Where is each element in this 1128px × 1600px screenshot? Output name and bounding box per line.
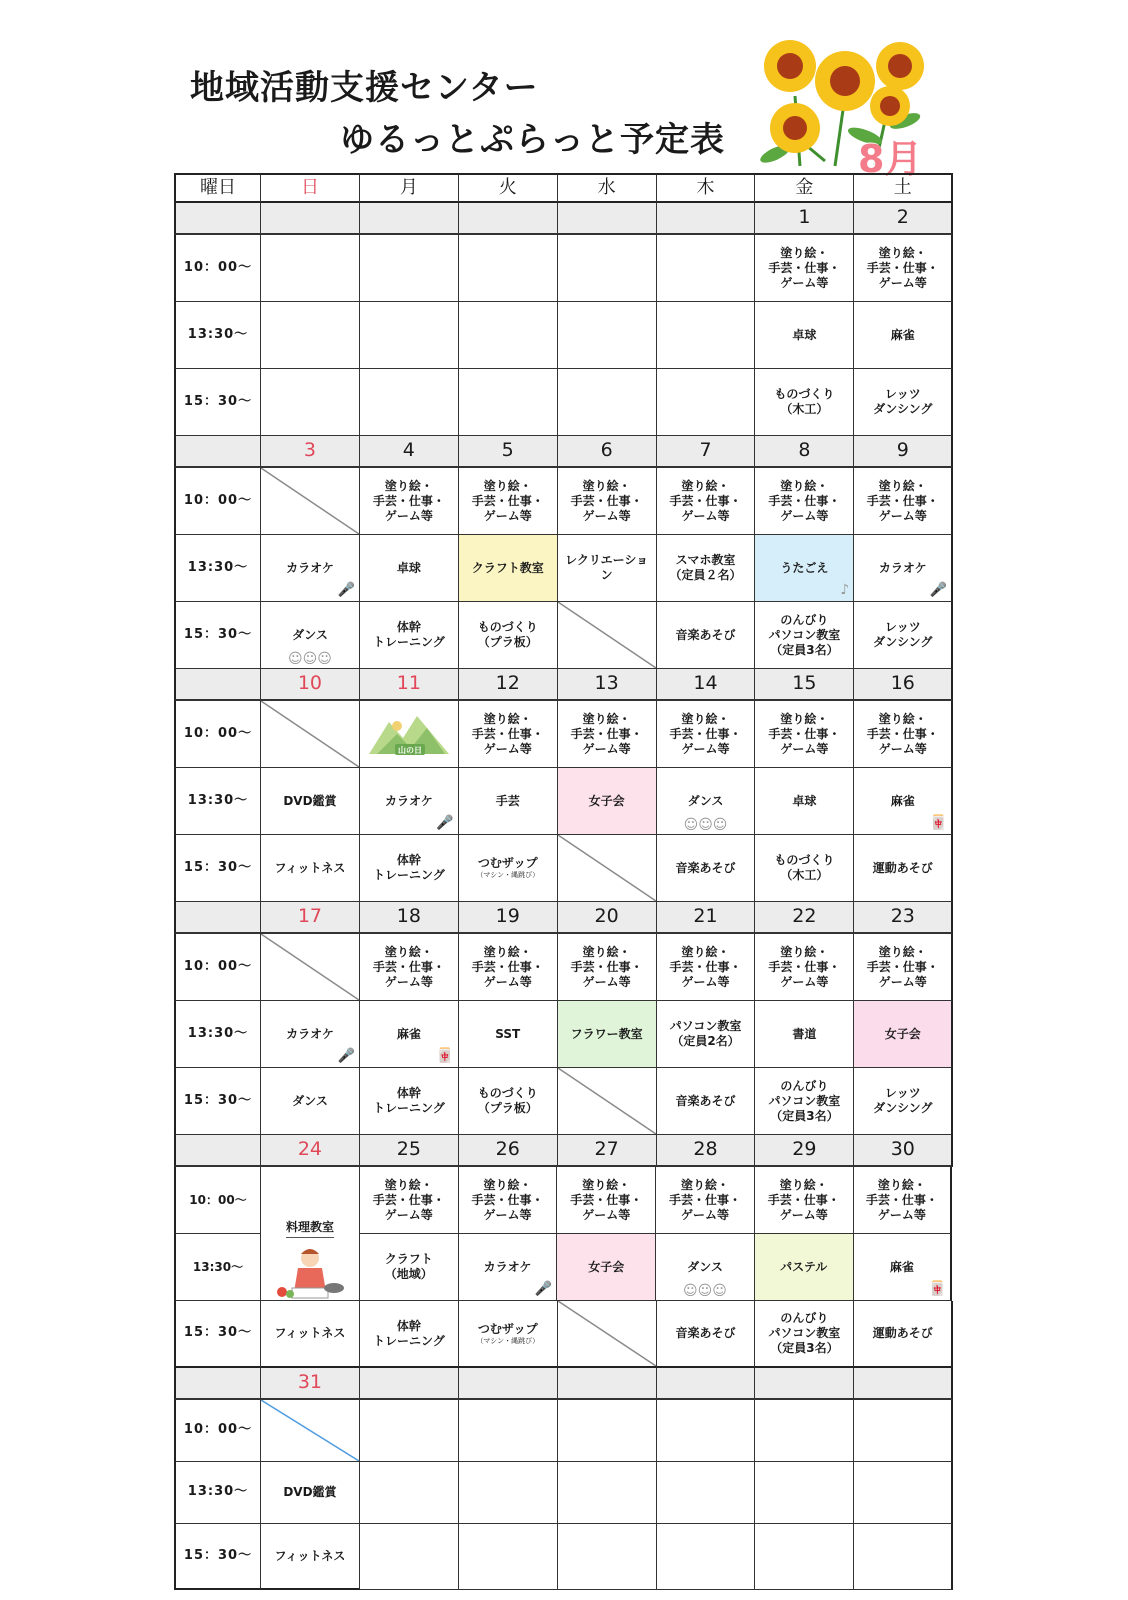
date-cell: 27 bbox=[558, 1135, 657, 1167]
empty-cell bbox=[755, 1400, 854, 1462]
time-label: 15：30～ bbox=[174, 1068, 261, 1135]
activity-cell: 塗り絵・ 手芸・仕事・ ゲーム等 bbox=[360, 934, 459, 1001]
activity-cell: クラフト教室 bbox=[459, 535, 558, 602]
activity-cell: フィットネス bbox=[261, 1524, 360, 1590]
header-tuesday: 火 bbox=[459, 173, 558, 203]
date-cell: 26 bbox=[459, 1135, 558, 1167]
empty-cell bbox=[360, 1400, 459, 1462]
time-row-1530 bbox=[174, 1068, 954, 1135]
activity-cell: 卓球 bbox=[360, 535, 459, 602]
activity-cell: レッツ ダンシング bbox=[854, 369, 953, 436]
time-label: 15：30～ bbox=[174, 369, 261, 436]
time-row-1330 bbox=[174, 302, 954, 369]
activity-cell: 塗り絵・ 手芸・仕事・ ゲーム等 bbox=[755, 468, 854, 535]
empty-cell bbox=[459, 1524, 558, 1590]
time-label: 10：00～ bbox=[174, 468, 261, 535]
date-cell: 22 bbox=[755, 902, 854, 934]
activity-cell bbox=[261, 602, 360, 669]
empty-date-cell bbox=[854, 1368, 953, 1400]
activity-cell bbox=[360, 768, 459, 835]
activity-cell: レクリエーショ ン bbox=[558, 535, 657, 602]
activity-cell bbox=[261, 535, 360, 602]
time-row-1330 bbox=[174, 768, 954, 835]
date-cell: 31 bbox=[261, 1368, 360, 1400]
activity-cell bbox=[360, 302, 459, 369]
empty-cell bbox=[657, 1462, 756, 1524]
microphone-icon: 🎤 bbox=[337, 1047, 355, 1064]
time-label: 15：30～ bbox=[174, 602, 261, 669]
activity-cell: 塗り絵・ 手芸・仕事・ ゲーム等 bbox=[854, 1167, 953, 1234]
date-cell: 4 bbox=[360, 436, 459, 468]
time-label: 13:30～ bbox=[174, 768, 261, 835]
activity-cell: レッツ ダンシング bbox=[854, 1068, 953, 1135]
activity-cell bbox=[261, 1001, 360, 1068]
activity-cell: 塗り絵・ 手芸・仕事・ ゲーム等 bbox=[558, 468, 657, 535]
activity-text: カラオケ bbox=[878, 560, 927, 575]
closed-cell bbox=[558, 602, 657, 669]
time-row-1530 bbox=[174, 602, 954, 669]
date-cell bbox=[261, 203, 360, 235]
date-cell: 24 bbox=[261, 1135, 360, 1167]
activity-cell: 塗り絵・ 手芸・仕事・ ゲーム等 bbox=[360, 468, 459, 535]
activity-cell bbox=[854, 535, 953, 602]
empty-cell bbox=[854, 1524, 953, 1590]
time-row-1330 bbox=[174, 1462, 954, 1524]
activity-text: ダンス bbox=[687, 1259, 723, 1274]
date-row bbox=[174, 1368, 954, 1400]
date-row bbox=[174, 902, 954, 934]
cooking-illustration bbox=[270, 1244, 350, 1300]
date-label bbox=[174, 436, 261, 468]
activity-cell: 書道 bbox=[755, 1001, 854, 1068]
activity-text: 麻雀 bbox=[396, 1026, 421, 1041]
activity-cell: フィットネス bbox=[261, 1301, 360, 1368]
activity-cell: 体幹 トレーニング bbox=[360, 835, 459, 902]
activity-cell bbox=[657, 302, 756, 369]
dancers-icon: ☺☺☺ bbox=[683, 1282, 727, 1299]
activity-text: つむザップ bbox=[477, 856, 538, 871]
schedule-title: ゆるっとぷらっと予定表 bbox=[340, 120, 725, 160]
activity-cell: 卓球 bbox=[755, 768, 854, 835]
activity-cell: 音楽あそび bbox=[657, 1068, 756, 1135]
activity-cell bbox=[558, 369, 657, 436]
activity-cell: 塗り絵・ 手芸・仕事・ ゲーム等 bbox=[755, 701, 854, 768]
activity-cell: 塗り絵・ 手芸・仕事・ ゲーム等 bbox=[657, 934, 756, 1001]
month-label: 8月 bbox=[858, 137, 923, 181]
date-cell: 29 bbox=[755, 1135, 854, 1167]
mountain-day-illustration bbox=[367, 708, 451, 760]
activity-text: うたごえ bbox=[780, 560, 829, 575]
date-cell: 19 bbox=[459, 902, 558, 934]
empty-cell bbox=[459, 1462, 558, 1524]
date-cell: 28 bbox=[657, 1135, 756, 1167]
time-label: 10：00～ bbox=[174, 701, 261, 768]
date-label bbox=[174, 203, 261, 235]
activity-cell: フラワー教室 bbox=[558, 1001, 657, 1068]
time-row-1000 bbox=[174, 468, 954, 535]
header-friday: 金 bbox=[755, 173, 854, 203]
time-label: 15：30～ bbox=[174, 1524, 261, 1590]
empty-date-cell bbox=[657, 1368, 756, 1400]
empty-cell bbox=[558, 1524, 657, 1590]
time-label: 10：00～ bbox=[174, 235, 261, 302]
activity-cell: 塗り絵・ 手芸・仕事・ ゲーム等 bbox=[459, 934, 558, 1001]
activity-text: カラオケ bbox=[483, 1259, 532, 1274]
mahjong-icon: 🀄 bbox=[436, 1047, 454, 1064]
activity-cell: 体幹 トレーニング bbox=[360, 602, 459, 669]
activity-cell: 手芸 bbox=[459, 768, 558, 835]
empty-date-cell bbox=[755, 1368, 854, 1400]
time-label: 13:30～ bbox=[174, 535, 261, 602]
date-cell: 20 bbox=[558, 902, 657, 934]
microphone-icon: 🎤 bbox=[436, 814, 454, 831]
date-cell: 16 bbox=[854, 669, 953, 701]
activity-text: 麻雀 bbox=[890, 793, 915, 808]
time-label: 15：30～ bbox=[174, 1301, 261, 1368]
closed-cell bbox=[261, 701, 360, 768]
activity-cell bbox=[854, 1234, 953, 1301]
activity-cell bbox=[657, 369, 756, 436]
date-cell: 18 bbox=[360, 902, 459, 934]
activity-cell bbox=[261, 369, 360, 436]
activity-cell bbox=[459, 302, 558, 369]
activity-text: ダンス bbox=[292, 627, 328, 642]
activity-cell: DVD鑑賞 bbox=[261, 1462, 360, 1524]
header-thursday: 木 bbox=[657, 173, 756, 203]
time-label: 13:30～ bbox=[174, 1001, 261, 1068]
date-cell bbox=[657, 203, 756, 235]
empty-cell bbox=[360, 1524, 459, 1590]
date-cell: 1 bbox=[755, 203, 854, 235]
activity-cell: のんびり パソコン教室 （定員3名） bbox=[755, 602, 854, 669]
week5-morning-afternoon bbox=[174, 1167, 954, 1301]
activity-cell bbox=[657, 235, 756, 302]
activity-cell bbox=[656, 1234, 755, 1301]
date-label bbox=[174, 1135, 261, 1167]
activity-cell: 塗り絵・ 手芸・仕事・ ゲーム等 bbox=[755, 235, 854, 302]
activity-cell: 塗り絵・ 手芸・仕事・ ゲーム等 bbox=[459, 701, 558, 768]
date-cell: 23 bbox=[854, 902, 953, 934]
date-cell: 6 bbox=[558, 436, 657, 468]
date-row bbox=[174, 669, 954, 701]
time-label: 10：00～ bbox=[174, 934, 261, 1001]
activity-cell bbox=[261, 235, 360, 302]
activity-cell bbox=[459, 235, 558, 302]
date-cell: 30 bbox=[854, 1135, 953, 1167]
mahjong-icon: 🀄 bbox=[928, 1280, 947, 1297]
dancers-icon: ☺☺☺ bbox=[683, 816, 728, 833]
date-cell: 5 bbox=[459, 436, 558, 468]
empty-cell bbox=[755, 1524, 854, 1590]
activity-cell: 塗り絵・ 手芸・仕事・ ゲーム等 bbox=[558, 701, 657, 768]
activity-cell: 塗り絵・ 手芸・仕事・ ゲーム等 bbox=[459, 1167, 558, 1234]
activity-cell: 塗り絵・ 手芸・仕事・ ゲーム等 bbox=[557, 1167, 656, 1234]
activity-cell: DVD鑑賞 bbox=[261, 768, 360, 835]
closed-cell bbox=[261, 1400, 360, 1462]
microphone-icon: 🎤 bbox=[929, 581, 948, 598]
date-cell: 25 bbox=[360, 1135, 459, 1167]
empty-cell bbox=[854, 1400, 953, 1462]
microphone-icon: 🎤 bbox=[534, 1280, 553, 1297]
activity-cell: ものづくり （木工） bbox=[755, 835, 854, 902]
activity-cell: 運動あそび bbox=[854, 1301, 953, 1368]
date-row bbox=[174, 203, 954, 235]
header-saturday: 土 bbox=[854, 173, 953, 203]
date-cell: 17 bbox=[261, 902, 360, 934]
empty-cell bbox=[360, 1462, 459, 1524]
activity-cell: 塗り絵・ 手芸・仕事・ ゲーム等 bbox=[459, 468, 558, 535]
activity-cell: 塗り絵・ 手芸・仕事・ ゲーム等 bbox=[755, 1167, 854, 1234]
header-wednesday: 水 bbox=[558, 173, 657, 203]
date-cell: 21 bbox=[657, 902, 756, 934]
calendar-table bbox=[174, 173, 954, 1586]
date-cell-holiday: 11 bbox=[360, 669, 459, 701]
closed-cell bbox=[261, 934, 360, 1001]
activity-cell: 塗り絵・ 手芸・仕事・ ゲーム等 bbox=[360, 1167, 459, 1234]
closed-cell bbox=[558, 1301, 657, 1368]
time-label: 13:30～ bbox=[174, 1462, 261, 1524]
date-label bbox=[174, 1368, 261, 1400]
date-cell: 14 bbox=[657, 669, 756, 701]
activity-cell: 塗り絵・ 手芸・仕事・ ゲーム等 bbox=[854, 235, 953, 302]
closed-cell bbox=[558, 1068, 657, 1135]
activity-cell bbox=[459, 1301, 558, 1368]
activity-text: つむザップ bbox=[477, 1321, 538, 1336]
activity-cell: スマホ教室 （定員２名） bbox=[657, 535, 756, 602]
empty-date-cell bbox=[459, 1368, 558, 1400]
date-cell bbox=[459, 203, 558, 235]
empty-date-cell bbox=[360, 1368, 459, 1400]
activity-cell: 女子会 bbox=[557, 1234, 656, 1301]
activity-cell: 体幹 トレーニング bbox=[360, 1068, 459, 1135]
date-label bbox=[174, 669, 261, 701]
activity-cell: 体幹 トレーニング bbox=[360, 1301, 459, 1368]
activity-cell: ダンス bbox=[261, 1068, 360, 1135]
empty-cell bbox=[854, 1462, 953, 1524]
activity-cell bbox=[755, 535, 854, 602]
activity-cell: 塗り絵・ 手芸・仕事・ ゲーム等 bbox=[558, 934, 657, 1001]
activity-cell: SST bbox=[459, 1001, 558, 1068]
empty-cell bbox=[657, 1524, 756, 1590]
date-cell bbox=[558, 203, 657, 235]
empty-cell bbox=[459, 1400, 558, 1462]
activity-cell bbox=[360, 1001, 459, 1068]
activity-cell bbox=[360, 369, 459, 436]
date-cell: 7 bbox=[657, 436, 756, 468]
activity-cell: 塗り絵・ 手芸・仕事・ ゲーム等 bbox=[854, 468, 953, 535]
activity-cell: のんびり パソコン教室 （定員3名） bbox=[755, 1068, 854, 1135]
activity-cell: 塗り絵・ 手芸・仕事・ ゲーム等 bbox=[657, 701, 756, 768]
date-cell: 8 bbox=[755, 436, 854, 468]
activity-cell: 運動あそび bbox=[854, 835, 953, 902]
time-row-1000 bbox=[174, 701, 954, 768]
time-label: 13:30～ bbox=[174, 302, 261, 369]
date-row bbox=[174, 436, 954, 468]
empty-date-cell bbox=[558, 1368, 657, 1400]
activity-text: ダンス bbox=[687, 793, 724, 808]
empty-cell bbox=[558, 1400, 657, 1462]
header-monday: 月 bbox=[360, 173, 459, 203]
activity-cell: 塗り絵・ 手芸・仕事・ ゲーム等 bbox=[854, 701, 953, 768]
activity-cell bbox=[854, 768, 953, 835]
activity-cell bbox=[459, 1234, 558, 1301]
date-cell bbox=[360, 203, 459, 235]
time-row-1330 bbox=[174, 1001, 954, 1068]
time-label: 15：30～ bbox=[174, 835, 261, 902]
center-name: 地域活動支援センター bbox=[190, 68, 539, 108]
activity-text: カラオケ bbox=[286, 1026, 334, 1041]
activity-cell: パソコン教室 （定員2名） bbox=[657, 1001, 756, 1068]
date-row bbox=[174, 1135, 954, 1167]
music-note-icon: ♪ bbox=[840, 581, 850, 598]
time-row-1530 bbox=[174, 1524, 954, 1586]
empty-cell bbox=[755, 1462, 854, 1524]
empty-cell bbox=[558, 1462, 657, 1524]
date-cell: 10 bbox=[261, 669, 360, 701]
time-label: 10：00～ bbox=[174, 1400, 261, 1462]
dancers-icon: ☺☺☺ bbox=[288, 650, 332, 667]
activity-text: 麻雀 bbox=[889, 1259, 914, 1274]
date-cell: 9 bbox=[854, 436, 953, 468]
activity-cell: 音楽あそび bbox=[657, 1301, 756, 1368]
microphone-icon: 🎤 bbox=[337, 581, 355, 598]
activity-cell: 麻雀 bbox=[854, 302, 953, 369]
weekday-header-row bbox=[174, 173, 954, 203]
activity-cell bbox=[261, 302, 360, 369]
activity-cell: ものづくり （プラ板） bbox=[459, 602, 558, 669]
activity-cell: 音楽あそび bbox=[657, 835, 756, 902]
date-cell: 3 bbox=[261, 436, 360, 468]
time-row-1000 bbox=[174, 1400, 954, 1462]
activity-cell: ものづくり （木工） bbox=[755, 369, 854, 436]
date-cell: 12 bbox=[459, 669, 558, 701]
activity-cell: のんびり パソコン教室 （定員3名） bbox=[755, 1301, 854, 1368]
activity-cell bbox=[657, 768, 756, 835]
activity-cell: レッツ ダンシング bbox=[854, 602, 953, 669]
activity-text: カラオケ bbox=[286, 560, 334, 575]
activity-cell bbox=[360, 235, 459, 302]
activity-cell: 塗り絵・ 手芸・仕事・ ゲーム等 bbox=[657, 468, 756, 535]
date-label bbox=[174, 902, 261, 934]
cooking-class-cell bbox=[261, 1167, 360, 1301]
activity-cell: クラフト （地域） bbox=[360, 1234, 459, 1301]
date-cell: 2 bbox=[854, 203, 953, 235]
activity-note: （マシン・縄跳び） bbox=[476, 1336, 540, 1345]
empty-cell bbox=[657, 1400, 756, 1462]
activity-cell: 塗り絵・ 手芸・仕事・ ゲーム等 bbox=[656, 1167, 755, 1234]
activity-text: カラオケ bbox=[384, 793, 433, 808]
activity-cell: フィットネス bbox=[261, 835, 360, 902]
time-row-1330 bbox=[174, 535, 954, 602]
activity-note: （マシン・縄跳び） bbox=[476, 871, 540, 880]
header-label: 曜日 bbox=[174, 173, 261, 203]
time-row-1000 bbox=[174, 934, 954, 1001]
activity-text: 料理教室 bbox=[286, 1220, 334, 1238]
mountain-day-label: 山の日 bbox=[397, 746, 422, 755]
time-label: 10：00～ bbox=[174, 1167, 261, 1234]
activity-cell bbox=[459, 369, 558, 436]
date-cell: 15 bbox=[755, 669, 854, 701]
time-row-1000 bbox=[174, 235, 954, 302]
activity-cell: パステル bbox=[755, 1234, 854, 1301]
activity-cell: 塗り絵・ 手芸・仕事・ ゲーム等 bbox=[755, 934, 854, 1001]
activity-cell bbox=[459, 835, 558, 902]
activity-cell: 塗り絵・ 手芸・仕事・ ゲーム等 bbox=[854, 934, 953, 1001]
time-row-1530 bbox=[174, 369, 954, 436]
time-row-1530 bbox=[174, 835, 954, 902]
activity-cell: 女子会 bbox=[558, 768, 657, 835]
closed-cell bbox=[558, 835, 657, 902]
activity-cell: 女子会 bbox=[854, 1001, 953, 1068]
date-cell: 13 bbox=[558, 669, 657, 701]
activity-cell bbox=[558, 235, 657, 302]
activity-cell bbox=[558, 302, 657, 369]
header-sunday: 日 bbox=[261, 173, 360, 203]
time-row-1530 bbox=[174, 1301, 954, 1368]
mahjong-icon: 🀄 bbox=[929, 814, 948, 831]
closed-cell bbox=[261, 468, 360, 535]
activity-cell: ものづくり （プラ板） bbox=[459, 1068, 558, 1135]
time-label: 13:30～ bbox=[174, 1234, 261, 1301]
activity-cell: 音楽あそび bbox=[657, 602, 756, 669]
mountain-day-cell bbox=[360, 701, 459, 768]
activity-cell: 卓球 bbox=[755, 302, 854, 369]
